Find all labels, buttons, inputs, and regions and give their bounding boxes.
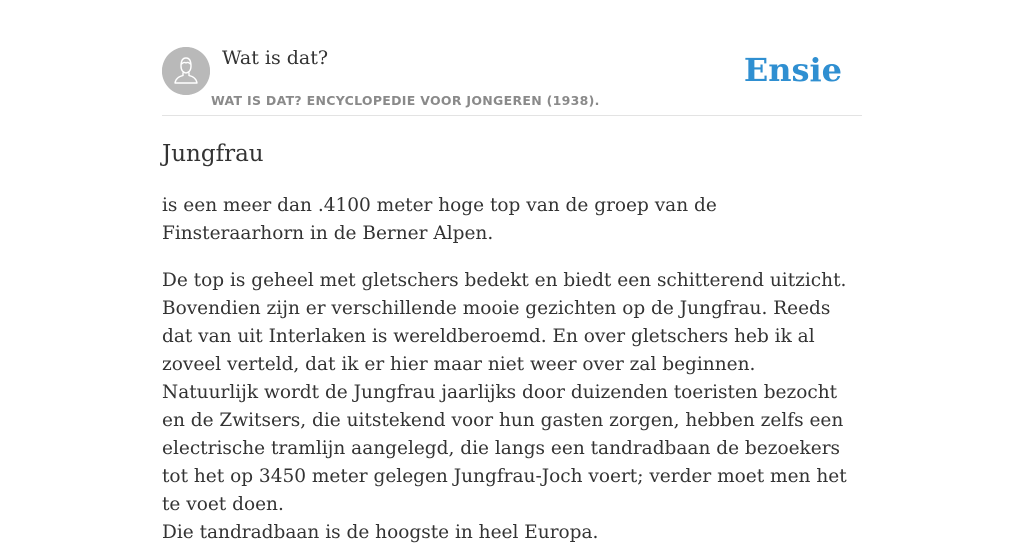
- article-body: [162, 192, 862, 547]
- article-title: Jungfrau: [162, 141, 264, 167]
- article-paragraph: Natuurlijk wordt de Jungfrau jaarlijks door duizenden toeristen bezocht en de Zwitsers, die uitstekend voor hun gasten zorgen, hebben zelfs een electrische tramlijn aangelegd, die langs een tandradbaan de bezoekers tot het op 3450 meter gelegen Jungfrau-Joch voert; verder moet men het te voet doen.: [162, 382, 847, 515]
- article-header: [162, 0, 862, 116]
- source-label[interactable]: WAT IS DAT? ENCYCLOPEDIE VOOR JONGEREN (1938).: [211, 93, 600, 108]
- article-paragraph: Die tandradbaan is de hoogste in heel Europa.: [162, 522, 599, 543]
- article-paragraph: De top is geheel met gletschers bedekt en biedt een schitterend uitzicht. Bovendien zijn er verschillende mooie gezichten op de Jungfrau. Reeds dat van uit Interlaken is wereldberoemd. En over gletschers heb ik al zoveel verteld, dat ik er hier maar niet weer over zal beginnen.: [162, 270, 847, 375]
- article-container: [162, 0, 862, 543]
- user-avatar-icon[interactable]: [162, 47, 210, 95]
- author-name[interactable]: Wat is dat?: [222, 47, 329, 69]
- article-paragraph: is een meer dan .4100 meter hoge top van de groep van de Finsteraarhorn in de Berner Alpen.: [162, 195, 717, 244]
- site-logo[interactable]: Ensie: [743, 51, 842, 89]
